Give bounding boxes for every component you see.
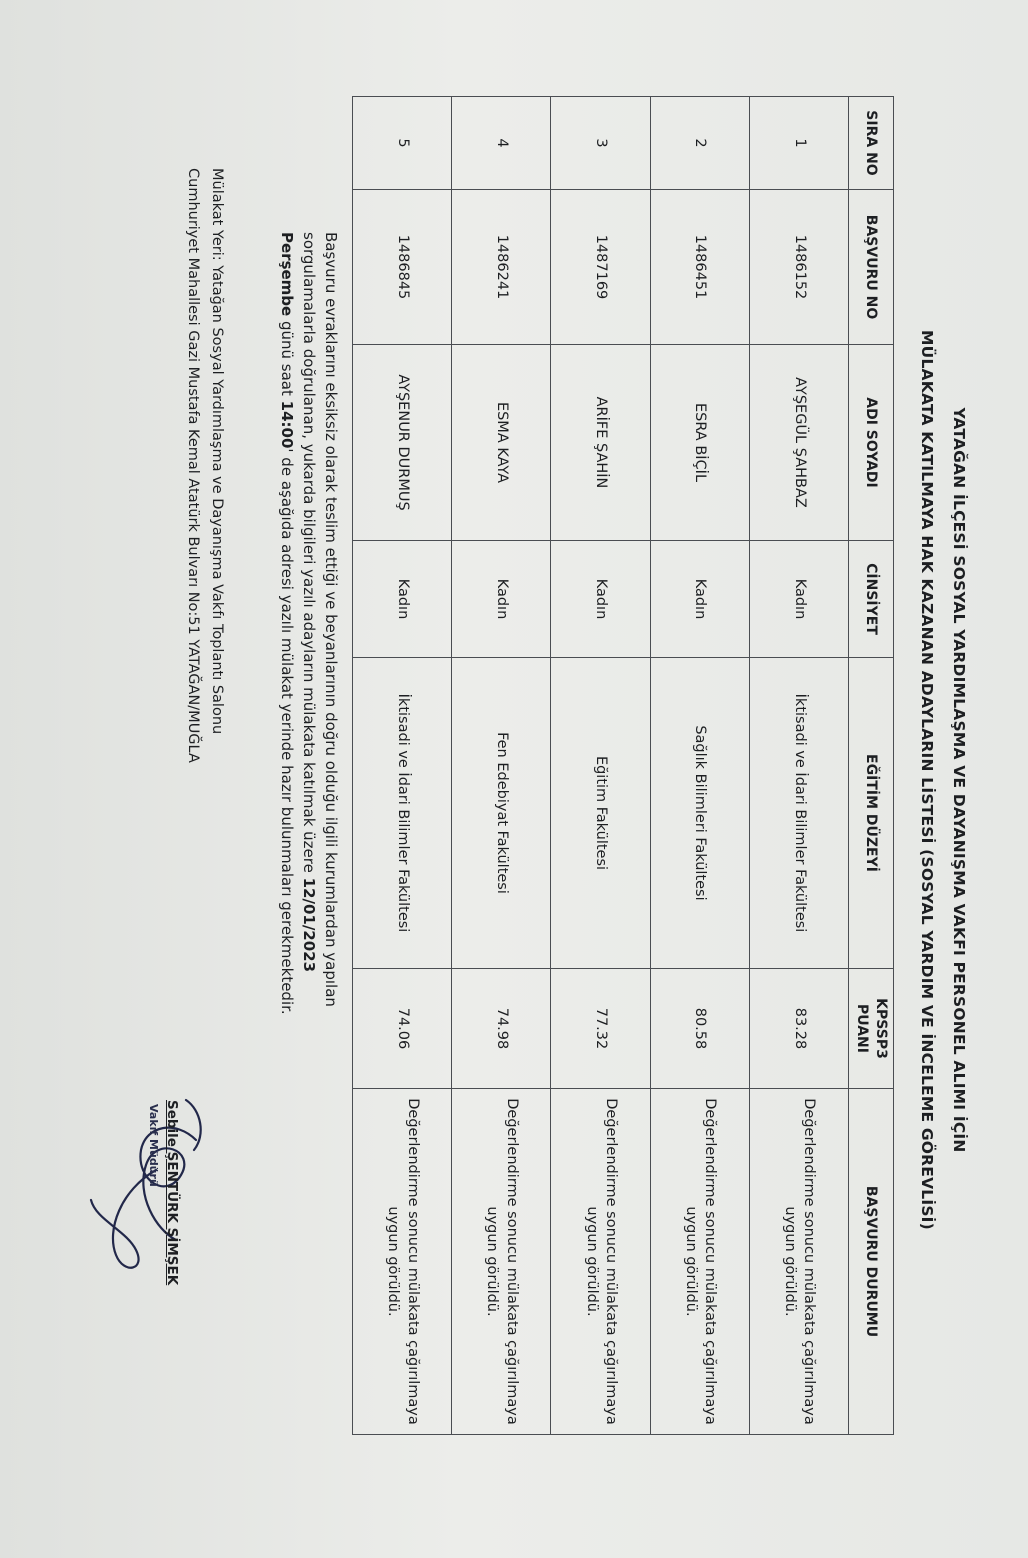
header-sira-no: SIRA NO: [849, 97, 894, 190]
cell-basvuru-durumu: Değerlendirme sonucu mülakata çağırılmaya uygun görüldü.: [353, 1089, 452, 1435]
cell-basvuru-durumu: Değerlendirme sonucu mülakata çağırılmaya uygun görüldü.: [452, 1089, 551, 1435]
interview-note: [276, 232, 342, 1052]
signature-name: Sebile ŞENTÜRK ŞİMŞEK: [164, 1100, 180, 1286]
note-text-1: Başvuru evraklarını eksiksiz olarak teslim ettiği ve beyanlarının doğru olduğu ilgili kurumlardan yapılan sorgulamalarla doğrulanan, yukarda bilgileri yazılı adayların mülakata katılmak üzere: [300, 232, 340, 1007]
cell-basvuru-no: 1486152: [749, 190, 848, 345]
cell-basvuru-durumu: Değerlendirme sonucu mülakata çağırılmaya uygun görüldü.: [551, 1089, 650, 1435]
cell-kpssp3-puani: 83.28: [749, 969, 848, 1089]
header-kpssp3-puani: KPSSP3 PUANI: [849, 969, 894, 1089]
cell-sira-no: 5: [353, 97, 452, 190]
cell-cinsiyet: Kadın: [452, 541, 551, 658]
header-basvuru-no: BAŞVURU NO: [849, 190, 894, 345]
cell-kpssp3-puani: 77.32: [551, 969, 650, 1089]
cell-egitim-duzeyi: Fen Edebiyat Fakültesi: [452, 658, 551, 969]
interview-time: 14:00: [278, 400, 296, 449]
cell-egitim-duzeyi: Eğitim Fakültesi: [551, 658, 650, 969]
cell-egitim-duzeyi: Sağlık Bilimleri Fakültesi: [650, 658, 749, 969]
cell-egitim-duzeyi: İktisadi ve İdari Bilimler Fakültesi: [749, 658, 848, 969]
cell-basvuru-no: 1486451: [650, 190, 749, 345]
table-row: [749, 97, 848, 1435]
cell-sira-no: 1: [749, 97, 848, 190]
cell-kpssp3-puani: 80.58: [650, 969, 749, 1089]
header-cinsiyet: CİNSİYET: [849, 541, 894, 658]
table-row: [551, 97, 650, 1435]
table-row: [353, 97, 452, 1435]
cell-sira-no: 3: [551, 97, 650, 190]
cell-kpssp3-puani: 74.06: [353, 969, 452, 1089]
cell-basvuru-no: 1487169: [551, 190, 650, 345]
header-egitim-duzeyi: EĞİTİM DÜZEYİ: [849, 658, 894, 969]
cell-cinsiyet: Kadın: [353, 541, 452, 658]
cell-adi-soyadi: ESMA KAYA: [452, 345, 551, 541]
cell-cinsiyet: Kadın: [551, 541, 650, 658]
cell-adi-soyadi: AYŞENUR DURMUŞ: [353, 345, 452, 541]
cell-sira-no: 2: [650, 97, 749, 190]
note-text-3: ' de aşağıda adresi yazılı mülakat yerinde hazır bulunmaları gerekmektedir.: [278, 448, 296, 1015]
cell-cinsiyet: Kadın: [650, 541, 749, 658]
interview-date: 12/01/2023 Perşembe: [278, 232, 318, 973]
header-adi-soyadi: ADI SOYADI: [849, 345, 894, 541]
cell-basvuru-durumu: Değerlendirme sonucu mülakata çağırılmaya uygun görüldü.: [650, 1089, 749, 1435]
cell-cinsiyet: Kadın: [749, 541, 848, 658]
cell-basvuru-no: 1486845: [353, 190, 452, 345]
table-row: [452, 97, 551, 1435]
cell-sira-no: 4: [452, 97, 551, 190]
cell-kpssp3-puani: 74.98: [452, 969, 551, 1089]
header-basvuru-durumu: BAŞVURU DURUMU: [849, 1089, 894, 1435]
cell-adi-soyadi: ESRA BİÇİL: [650, 345, 749, 541]
cell-basvuru-no: 1486241: [452, 190, 551, 345]
signature-role: Vakıf Müdürü: [147, 1104, 160, 1187]
table-header-row: [849, 97, 894, 1435]
interview-location: Mülakat Yeri: Yatağan Sosyal Yardımlaşma ve Dayanışma Vakfı Toplantı Salonu: [209, 168, 225, 735]
candidates-table: [352, 96, 894, 1435]
document-title-line2: MÜLAKATA KATILMAYA HAK KAZANAN ADAYLARIN LİSTESİ (SOSYAL YARDIM VE İNCELEME GÖREVLİSİ): [918, 330, 936, 1230]
table-row: [650, 97, 749, 1435]
cell-egitim-duzeyi: İktisadi ve İdari Bilimler Fakültesi: [353, 658, 452, 969]
cell-adi-soyadi: AYŞEGÜL ŞAHBAZ: [749, 345, 848, 541]
interview-address: Cumhuriyet Mahallesi Gazi Mustafa Kemal Atatürk Bulvarı No:51 YATAĞAN/MUĞLA: [185, 168, 201, 763]
cell-basvuru-durumu: Değerlendirme sonucu mülakata çağırılmaya uygun görüldü.: [749, 1089, 848, 1435]
note-text-2: günü saat: [278, 316, 296, 401]
document-title-line1: YATAĞAN İLÇESİ SOSYAL YARDIMLAŞMA VE DAYANIŞMA VAKFI PERSONEL ALIMI İÇİN: [950, 407, 968, 1153]
cell-adi-soyadi: ARİFE ŞAHİN: [551, 345, 650, 541]
